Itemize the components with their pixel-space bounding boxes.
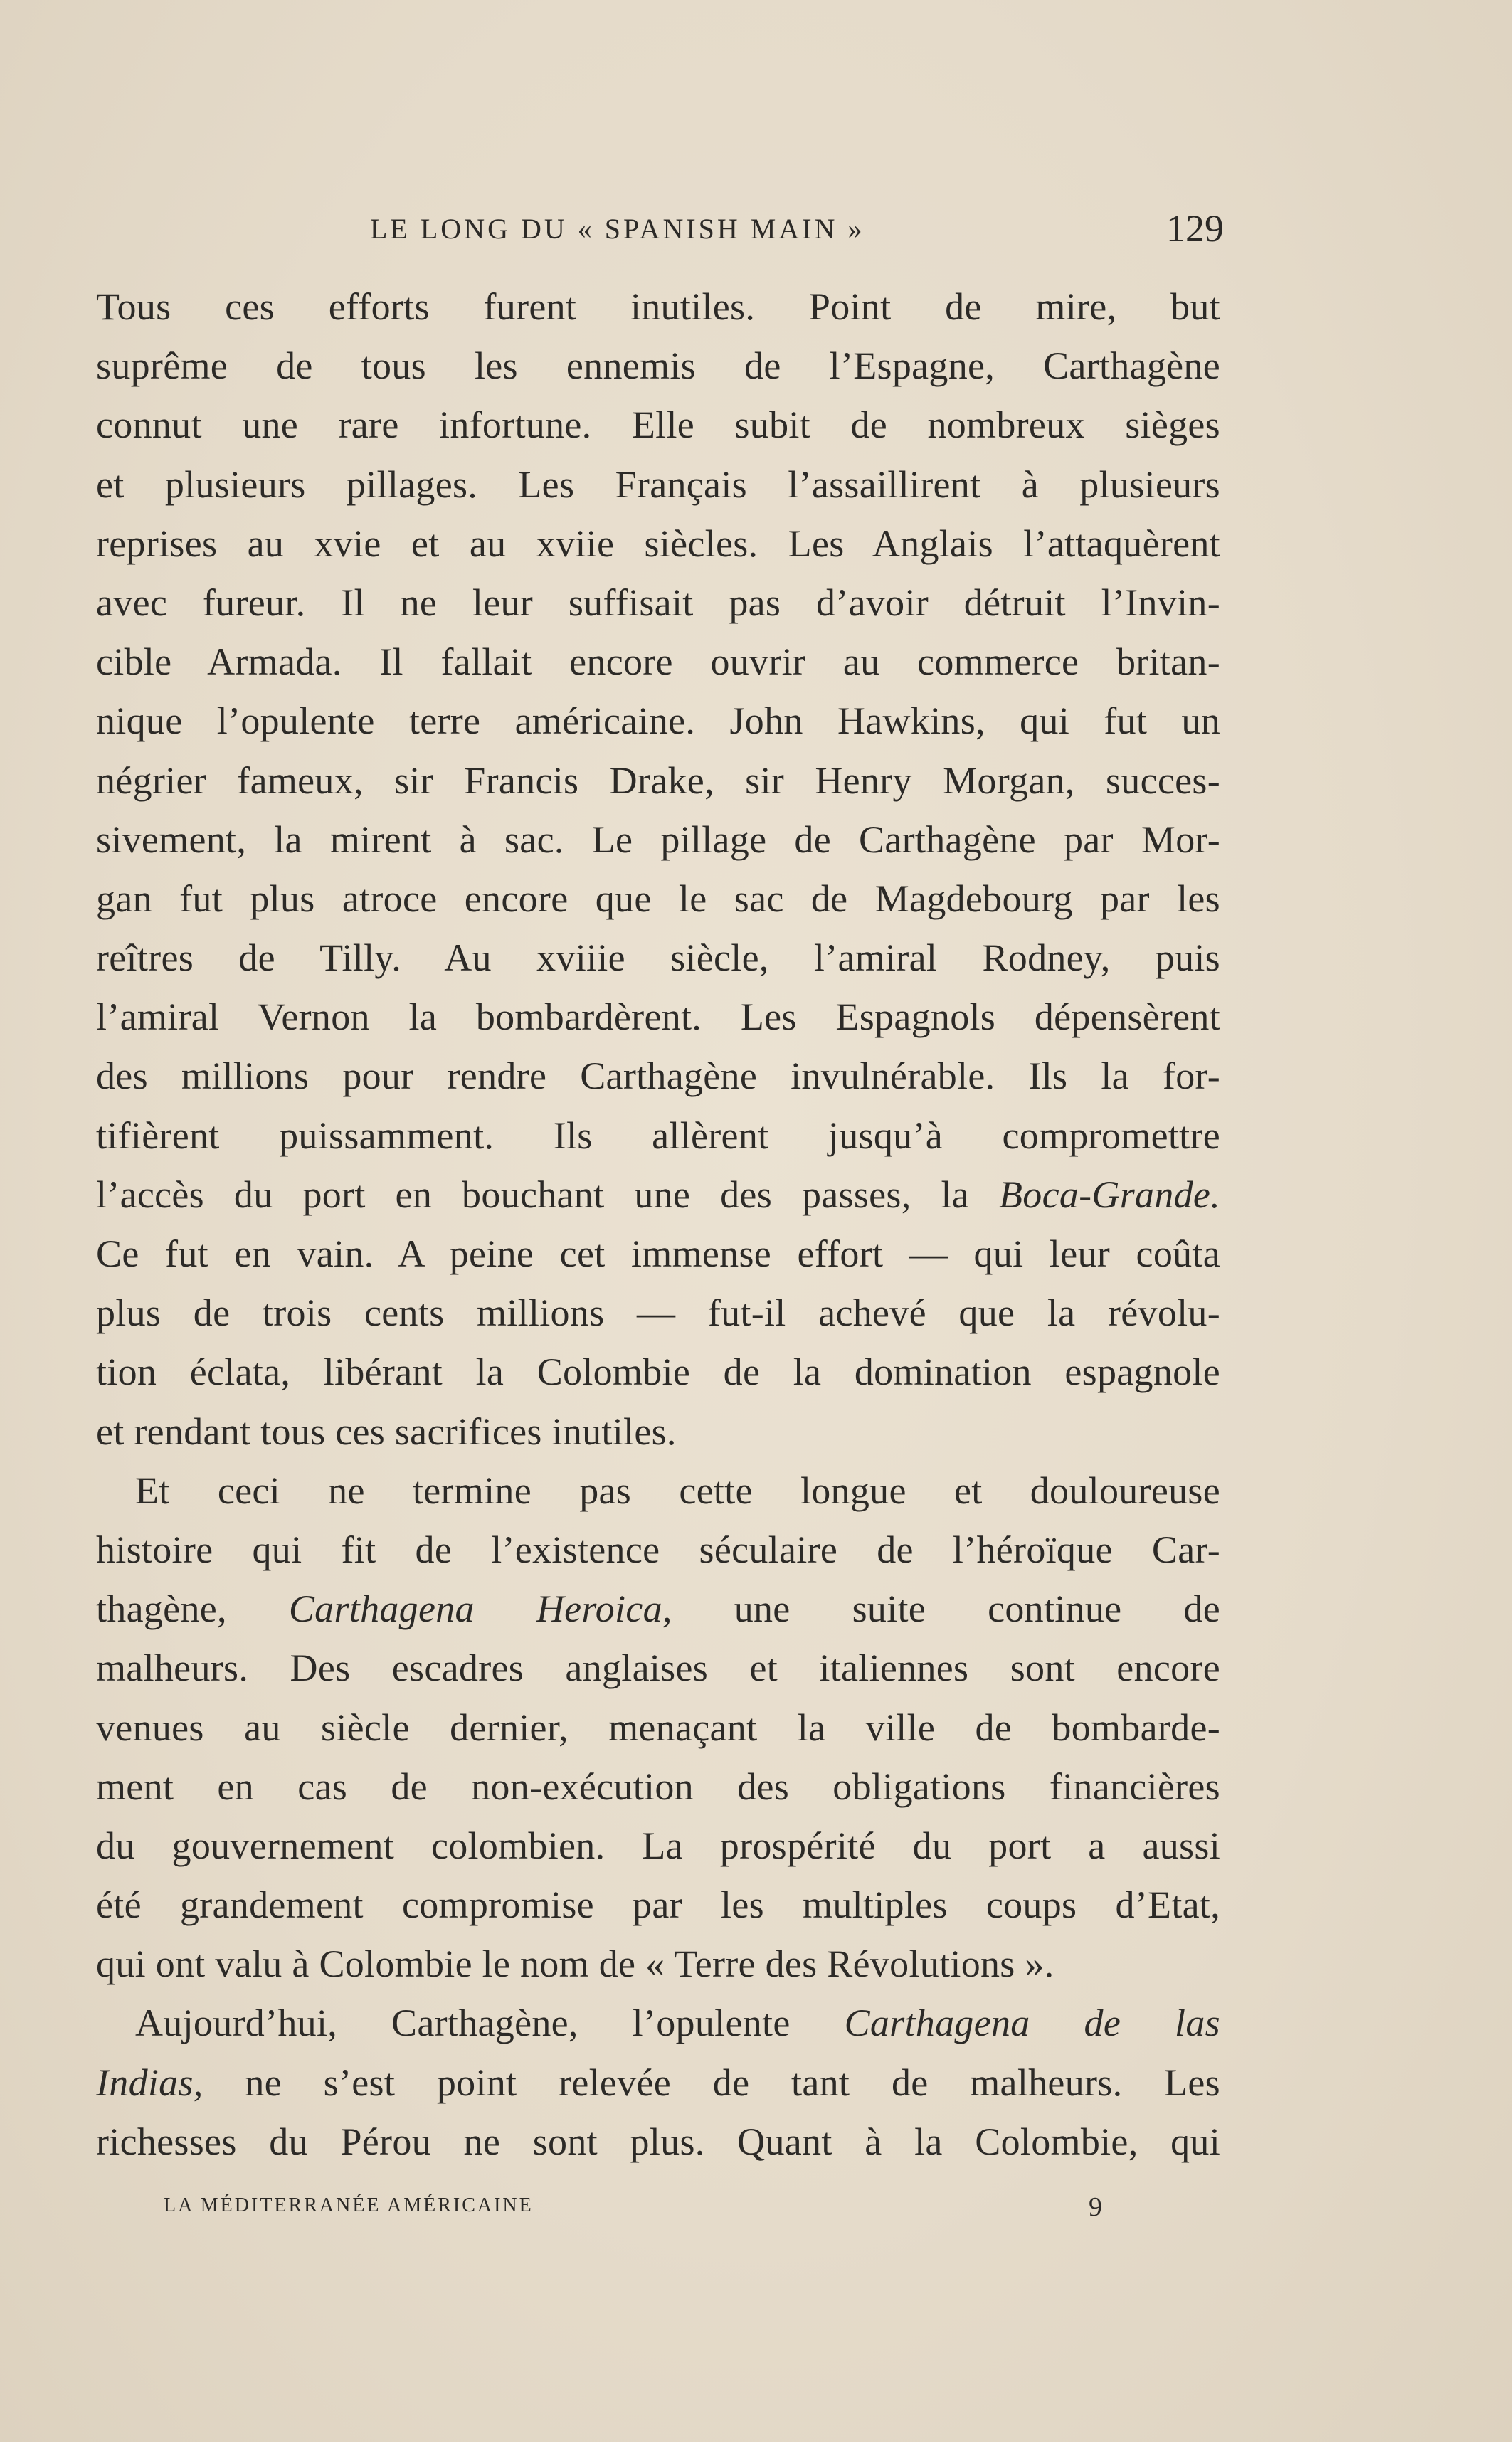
text-segment: Aujourd’hui, Carthagène, l’opulente bbox=[135, 2002, 791, 2045]
text-line: des millions pour rendre Carthagène invulnérable. Ils la for- bbox=[96, 1054, 1220, 1098]
text-line bbox=[96, 1166, 1220, 1225]
text-line: et rendant tous ces sacrifices inutiles. bbox=[96, 1410, 677, 1453]
italic-text: Carthagena Heroica, bbox=[288, 1587, 672, 1631]
text-line: suprême de tous les ennemis de l’Espagne, Carthagène bbox=[96, 344, 1220, 388]
running-head bbox=[370, 206, 1224, 249]
text-line: reîtres de Tilly. Au xviiie siècle, l’amiral Rodney, puis bbox=[96, 936, 1220, 980]
text-segment: une suite continue de bbox=[734, 1587, 1220, 1631]
text-line bbox=[96, 1580, 1220, 1639]
text-line: connut une rare infortune. Elle subit de nombreux sièges bbox=[96, 403, 1220, 447]
running-title: LE LONG DU « SPANISH MAIN » bbox=[370, 213, 865, 245]
text-line: nique l’opulente terre américaine. John Hawkins, qui fut un bbox=[96, 699, 1220, 743]
text-line: tion éclata, libérant la Colombie de la domination espagnole bbox=[96, 1350, 1220, 1394]
text-line: été grandement compromise par les multiples coups d’Etat, bbox=[96, 1883, 1220, 1927]
text-line: sivement, la mirent à sac. Le pillage de Carthagène par Mor- bbox=[96, 818, 1220, 861]
text-segment: l’accès du port en bouchant une des passes, la bbox=[96, 1173, 970, 1216]
text-line: l’amiral Vernon la bombardèrent. Les Espagnols dépensèrent bbox=[96, 995, 1220, 1039]
text-line: plus de trois cents millions — fut-il achevé que la révolu- bbox=[96, 1291, 1220, 1335]
body-text bbox=[96, 278, 1220, 2172]
text-line: richesses du Pérou ne sont plus. Quant à la Colombie, qui bbox=[96, 2120, 1220, 2163]
text-line: venues au siècle dernier, menaçant la ville de bombarde- bbox=[96, 1706, 1220, 1749]
text-line bbox=[96, 2054, 1220, 2113]
text-line: reprises au xvie et au xviie siècles. Les Anglais l’attaquèrent bbox=[96, 522, 1220, 565]
text-line: et plusieurs pillages. Les Français l’assaillirent à plusieurs bbox=[96, 462, 1220, 506]
text-line: Et ceci ne termine pas cette longue et douloureuse bbox=[135, 1469, 1220, 1512]
text-line: Ce fut en vain. A peine cet immense effort — qui leur coûta bbox=[96, 1232, 1220, 1275]
text-line: Tous ces efforts furent inutiles. Point de mire, but bbox=[96, 285, 1220, 328]
text-line: avec fureur. Il ne leur suffisait pas d’avoir détruit l’Invin- bbox=[96, 581, 1220, 624]
text-segment: thagène, bbox=[96, 1587, 227, 1631]
text-line: cible Armada. Il fallait encore ouvrir au commerce britan- bbox=[96, 640, 1220, 684]
text-line: ment en cas de non-exécution des obligations financières bbox=[96, 1765, 1220, 1808]
text-line: histoire qui fit de l’existence séculaire de l’héroïque Car- bbox=[96, 1528, 1220, 1571]
printer-signature bbox=[164, 2192, 1124, 2227]
italic-text: Boca-Grande. bbox=[998, 1173, 1220, 1216]
italic-text: Carthagena de las bbox=[844, 2002, 1220, 2045]
signature-number: 9 bbox=[1089, 2192, 1104, 2222]
signature-text: LA MÉDITERRANÉE AMÉRICAINE bbox=[164, 2194, 534, 2216]
text-line: tifièrent puissamment. Ils allèrent jusqu’à compromettre bbox=[96, 1114, 1220, 1157]
page-number: 129 bbox=[1166, 207, 1224, 250]
text-segment: ne s’est point relevée de tant de malheurs. Les bbox=[245, 2061, 1220, 2104]
text-line: qui ont valu à Colombie le nom de « Terre des Révolutions ». bbox=[96, 1942, 1054, 1986]
text-line: gan fut plus atroce encore que le sac de Magdebourg par les bbox=[96, 877, 1220, 920]
text-line: malheurs. Des escadres anglaises et italiennes sont encore bbox=[96, 1646, 1220, 1690]
text-line: du gouvernement colombien. La prospérité du port a aussi bbox=[96, 1824, 1220, 1867]
text-line bbox=[96, 1994, 1220, 2053]
italic-text: Indias, bbox=[96, 2061, 203, 2104]
text-line: négrier fameux, sir Francis Drake, sir Henry Morgan, succes- bbox=[96, 758, 1220, 802]
